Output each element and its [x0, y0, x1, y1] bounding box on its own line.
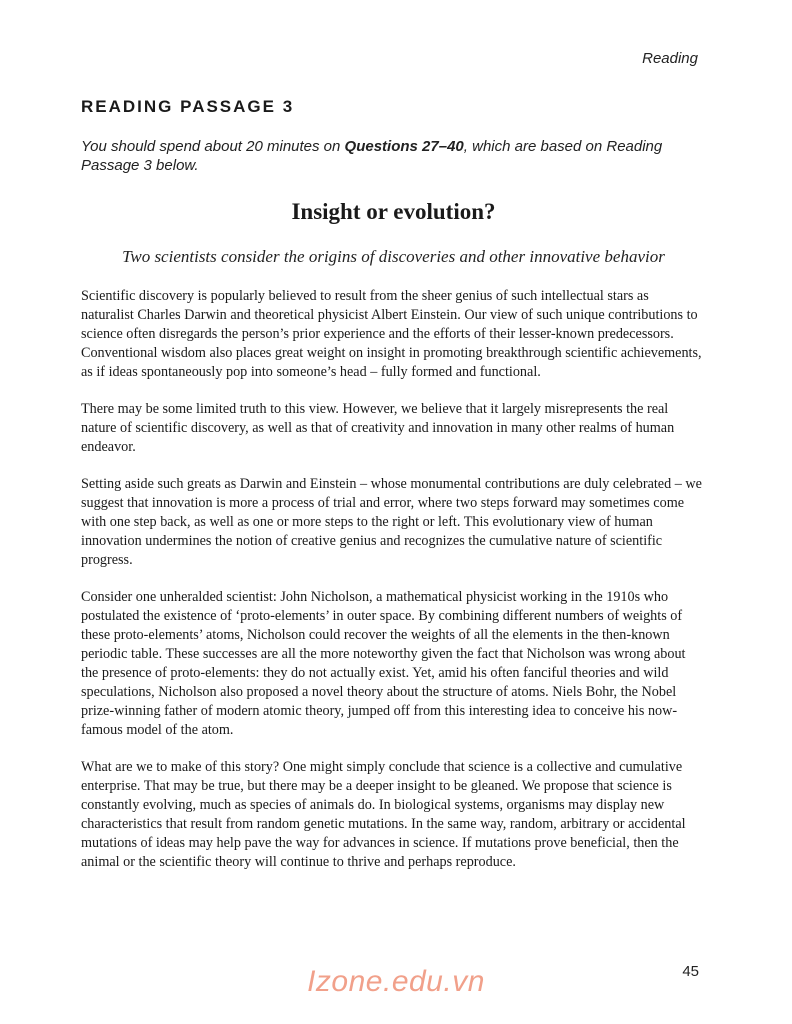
paragraph: Setting aside such greats as Darwin and Einstein – whose monumental contributions are duly celebrated – we suggest that innovation is more a process of trial and error, where two steps forward may sometimes come with one step back, as well as one or more steps to the right or left. This evolutionary view of human innovation undermines the notion of creative genius and recognizes the cumulative nature of scientific progress.: [81, 476, 702, 568]
article-body: [81, 287, 703, 890]
instruction-prefix: You should spend about 20 minutes on: [81, 138, 345, 155]
watermark: Izone.edu.vn: [307, 965, 485, 998]
paragraph: Consider one unheralded scientist: John Nicholson, a mathematical physicist working in the 1910s who postulated the existence of ‘proto-elements’ in outer space. By combining different numbers of weights of these proto-elements’ atoms, Nicholson could recover the weights of all the elements in the then-known periodic table. These successes are all the more noteworthy given the fact that Nicholson was wrong about the presence of proto-elements: they do not actually exist. Yet, amid his often fanciful theories and wild speculations, Nicholson also proposed a novel theory about the structure of atoms. Niels Bohr, the Nobel prize-winning father of modern atomic theory, jumped off from this interesting idea to conceive his now-famous model of the atom.: [81, 589, 686, 738]
instruction-text: [81, 137, 706, 175]
section-heading: READING PASSAGE 3: [81, 97, 295, 116]
instruction-suffix: , which are based on Reading Passage 3 below.: [81, 138, 663, 174]
paragraph: What are we to make of this story? One might simply conclude that science is a collective and cumulative enterprise. That may be true, but there may be a deeper insight to be gleaned. We propose that science is constantly evolving, much as species of animals do. In biological systems, organisms may display new characteristics that result from random genetic mutations. In the same way, random, arbitrary or accidental mutations of ideas may help pave the way for advances in science. If mutations prove beneficial, then the animal or the scientific theory will continue to thrive and perhaps reproduce.: [81, 759, 686, 870]
article-subtitle: Two scientists consider the origins of discoveries and other innovative behavior: [122, 247, 665, 266]
paragraph: Scientific discovery is popularly believed to result from the sheer genius of such intellectual stars as naturalist Charles Darwin and theoretical physicist Albert Einstein. Our view of such unique contributions to science often disregards the person’s prior experience and the efforts of their lesser-known predecessors. Conventional wisdom also places great weight on insight in promoting breakthrough scientific achievements, as if ideas spontaneously pop into someone’s head – fully formed and functional.: [81, 288, 702, 380]
page-number: 45: [682, 963, 699, 980]
running-head: Reading: [642, 50, 698, 67]
paragraph: There may be some limited truth to this view. However, we believe that it largely misrepresents the real nature of scientific discovery, as well as that of creativity and innovation in many other realms of human endeavor.: [81, 401, 675, 455]
instruction-questions: Questions 27–40: [344, 138, 464, 155]
article-title: Insight or evolution?: [291, 199, 496, 224]
